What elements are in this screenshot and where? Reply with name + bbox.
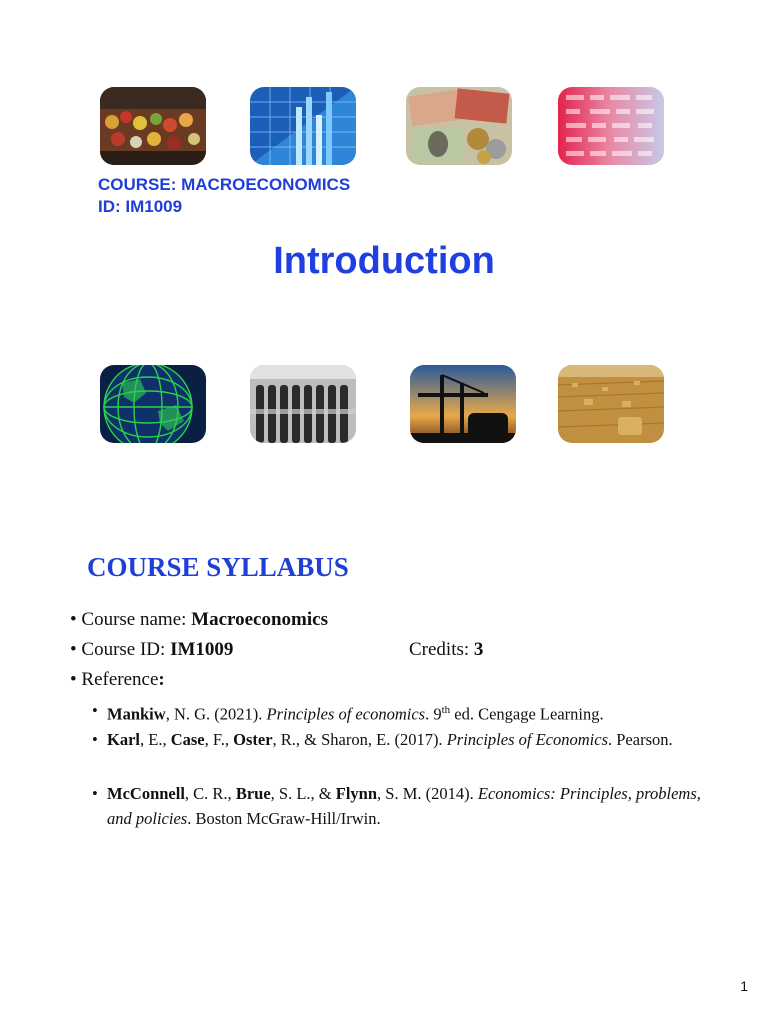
blue-financial-chart-photo	[250, 87, 356, 165]
citation-text: , F.,	[204, 730, 234, 749]
bullet: •	[70, 669, 77, 690]
reference-colon: :	[158, 669, 165, 690]
credits-label: Credits:	[409, 639, 474, 660]
citation-text: , E.,	[140, 730, 171, 749]
credits-value: 3	[473, 639, 484, 660]
market-produce-photo	[100, 87, 206, 165]
course-id-value: IM1009	[170, 639, 234, 660]
author-name: McConnell	[107, 784, 185, 803]
bullet: •	[92, 701, 98, 720]
citation-text: , S. L., &	[270, 784, 336, 803]
course-name-value: Macroeconomics	[191, 609, 328, 630]
book-title: Principles of economics	[266, 704, 426, 724]
author-name: Brue	[235, 784, 271, 803]
bullet: •	[70, 639, 77, 660]
syllabus-heading: COURSE SYLLABUS	[87, 552, 349, 582]
reference-label: Reference	[81, 669, 159, 690]
bullet: •	[70, 609, 77, 630]
book-title: Economics: Principles, problems, and policies	[107, 784, 701, 828]
reference-item-karl	[92, 727, 712, 752]
citation-text: , R., & Sharon, E. (2017).	[272, 730, 447, 749]
book-title: Principles of Economics	[446, 730, 608, 749]
hay-bales-field-photo	[558, 365, 664, 443]
course-name-line	[70, 609, 328, 631]
page-title: Introduction	[273, 240, 495, 282]
course-header	[98, 174, 350, 218]
course-name-label: Course name:	[81, 609, 192, 630]
bullet: •	[92, 730, 98, 749]
currency-banknotes-photo	[406, 87, 512, 165]
globe-grid-photo	[100, 365, 206, 443]
course-id-line	[70, 639, 233, 661]
citation-text: . 9	[425, 704, 442, 724]
author-name: Flynn	[335, 784, 378, 803]
citation-text: . Boston McGraw-Hill/Irwin.	[187, 809, 381, 828]
bullet: •	[92, 784, 98, 803]
author-name: Oster	[233, 730, 273, 749]
course-id-label: Course ID:	[81, 639, 171, 660]
citation-text: . Pearson.	[608, 730, 673, 749]
author-name: Karl	[107, 730, 140, 749]
harbor-crane-silhouette-photo	[410, 365, 516, 443]
citation-text: , S. M. (2014).	[377, 784, 478, 803]
stock-ticker-board-photo	[558, 87, 664, 165]
author-name: Mankiw	[107, 704, 166, 724]
citation-text: ed. Cengage Learning.	[450, 704, 604, 724]
reference-item-mcconnell	[92, 781, 712, 831]
author-name: Case	[170, 730, 205, 749]
credits-line	[409, 639, 483, 661]
edition-superscript: th	[441, 704, 451, 716]
wine-bottles-photo	[250, 365, 356, 443]
page-number: 1	[740, 978, 748, 994]
course-name-heading: COURSE: MACROECONOMICS	[98, 175, 351, 194]
reference-line	[70, 669, 165, 691]
citation-text: , N. G. (2021).	[165, 704, 267, 724]
reference-item-mankiw	[92, 698, 712, 727]
citation-text: , C. R.,	[184, 784, 236, 803]
course-id-heading: ID: IM1009	[98, 197, 183, 216]
